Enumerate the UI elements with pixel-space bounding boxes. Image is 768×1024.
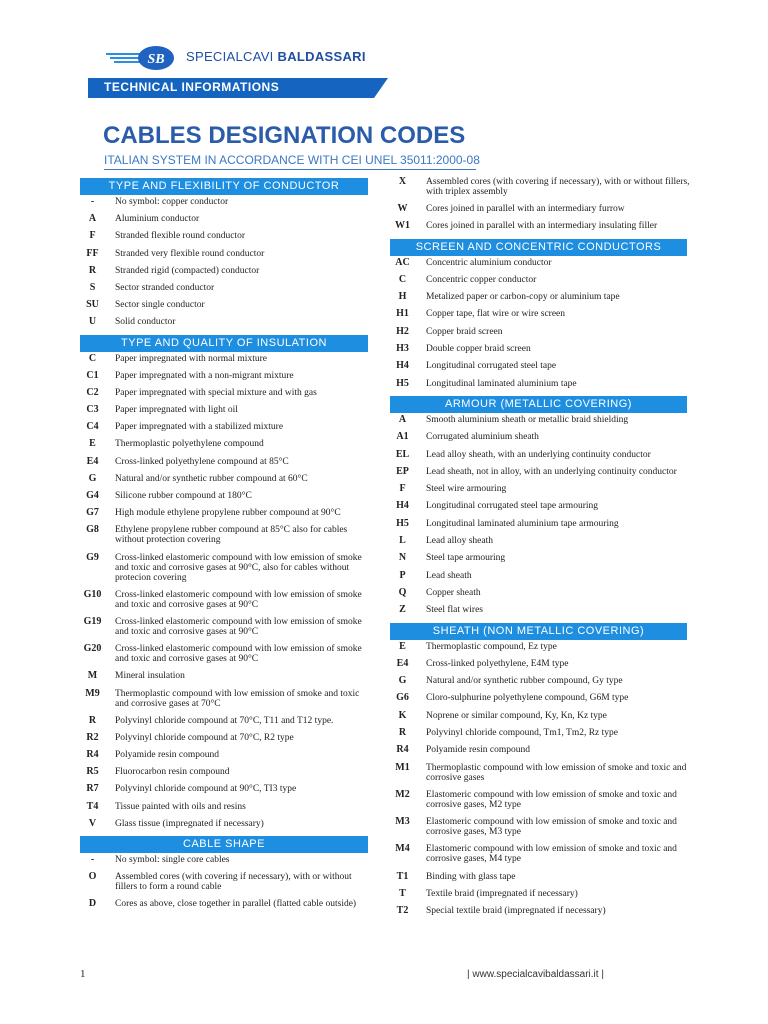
left-column: [80, 178, 368, 917]
code-symbol: M1: [395, 761, 410, 773]
code-description: Cores joined in parallel with an intermediary furrow: [426, 204, 625, 215]
code-description: Silicone rubber compound at 180°C: [115, 491, 252, 501]
code-row: [390, 728, 700, 738]
code-row: [80, 899, 368, 909]
code-row: [390, 571, 700, 581]
code-row: [390, 467, 700, 477]
section-label: TECHNICAL INFORMATIONS: [104, 80, 280, 94]
code-row: [390, 450, 700, 460]
code-description: Lead alloy sheath, with an underlying continuity conductor: [426, 449, 651, 460]
code-row: [390, 432, 700, 442]
code-symbol: X: [398, 176, 407, 187]
code-symbol: L: [399, 535, 406, 547]
section-heading: SCREEN AND CONCENTRIC CONDUCTORS: [390, 239, 687, 256]
code-row: [80, 422, 368, 432]
code-row: [390, 536, 700, 546]
code-row: [390, 872, 700, 882]
code-row: [80, 388, 368, 398]
code-description: Aluminium conductor: [115, 214, 200, 225]
code-description: Textile braid (impregnated if necessary): [426, 889, 578, 900]
code-row: [390, 553, 700, 563]
code-symbol: H3: [396, 343, 409, 355]
code-symbol: G4: [86, 490, 99, 501]
code-symbol: AC: [395, 256, 410, 268]
code-description: Longitudinal laminated aluminium tape: [426, 378, 577, 389]
code-description: Cloro-sulphurine polyethylene compound, G6M type: [426, 693, 629, 704]
code-symbol: G20: [83, 643, 102, 655]
code-row: [390, 519, 700, 529]
code-symbol: G: [88, 472, 97, 484]
page-title: CABLES DESIGNATION CODES: [103, 122, 466, 149]
code-row: [390, 763, 700, 783]
code-description: Metalized paper or carbon-copy or aluminium tape: [426, 292, 620, 303]
code-row: [80, 671, 368, 681]
code-symbol: EP: [396, 465, 409, 477]
code-symbol: W1: [395, 220, 410, 232]
company-logo: [104, 44, 176, 72]
code-description: Double copper braid screen: [426, 344, 531, 355]
code-row: [390, 204, 700, 214]
code-description: Cross-linked polyethylene compound at 85°C: [115, 456, 289, 467]
code-symbol: N: [398, 552, 407, 564]
code-description: Smooth aluminium sheath or metallic braid shielding: [426, 414, 629, 425]
code-description: Natural and/or synthetic rubber compound at 60°C: [115, 473, 308, 484]
code-row: [80, 457, 368, 467]
code-row: [80, 197, 368, 207]
code-symbol: M9: [85, 687, 100, 699]
code-description: Polyvinyl chloride compound at 70°C, T11 and T12 type.: [115, 715, 334, 726]
brand-name: SPECIALCAVI BALDASSARI: [186, 49, 366, 64]
code-symbol: R5: [86, 766, 99, 778]
code-symbol: A1: [396, 431, 409, 443]
code-symbol: R: [398, 726, 407, 738]
code-row: [390, 844, 700, 864]
code-description: Tissue painted with oils and resins: [115, 801, 246, 812]
code-symbol: EL: [395, 448, 410, 460]
code-symbol: H5: [396, 377, 409, 389]
code-symbol: G9: [86, 551, 99, 563]
code-row: [80, 508, 368, 518]
code-description: Thermoplastic polyethylene compound: [115, 439, 264, 450]
code-description: Polyamide resin compound: [115, 750, 219, 761]
code-description: Steel tape armouring: [426, 553, 506, 564]
code-row: [390, 221, 700, 231]
code-row: [80, 405, 368, 415]
code-symbol: E: [399, 640, 406, 652]
code-description: Sector single conductor: [115, 300, 205, 311]
code-description: Concentric aluminium conductor: [426, 257, 552, 268]
section-heading: CABLE SHAPE: [80, 836, 368, 853]
code-row: [80, 872, 368, 892]
code-symbol: V: [88, 817, 97, 829]
code-description: Paper impregnated with light oil: [115, 405, 238, 416]
code-row: [80, 283, 368, 293]
code-symbol: E4: [396, 657, 409, 669]
code-symbol: -: [90, 196, 95, 207]
code-symbol: G6: [396, 692, 409, 704]
code-row: [390, 501, 700, 511]
code-row: [80, 855, 368, 865]
code-symbol: H: [398, 291, 407, 303]
code-description: Polyvinyl chloride compound at 70°C, R2 type: [115, 732, 294, 743]
code-symbol: M: [87, 670, 98, 682]
code-description: Stranded very flexible round conductor: [115, 248, 265, 259]
section-heading: TYPE AND QUALITY OF INSULATION: [80, 335, 368, 352]
code-row: [80, 439, 368, 449]
page-number: 1: [80, 968, 86, 980]
code-symbol: E: [89, 438, 96, 450]
code-row: [80, 371, 368, 381]
code-description: Lead sheath, not in alloy, with an underlying continuity conductor: [426, 466, 677, 477]
code-row: [390, 642, 700, 652]
section-heading: TYPE AND FLEXIBILITY OF CONDUCTOR: [80, 178, 368, 195]
code-description: Steel wire armouring: [426, 484, 507, 495]
code-symbol: SU: [86, 299, 99, 311]
code-symbol: F: [399, 483, 406, 495]
code-row: [390, 711, 700, 721]
code-symbol: T: [399, 888, 406, 900]
code-symbol: H2: [396, 325, 409, 337]
code-symbol: H4: [396, 500, 409, 512]
code-symbol: K: [398, 709, 407, 721]
code-row: [80, 214, 368, 224]
code-row: [390, 659, 700, 669]
code-row: [390, 676, 700, 686]
code-symbol: M2: [395, 788, 410, 800]
code-row: [390, 292, 700, 302]
code-description: Cross-linked elastomeric compound with low emission of smoke and toxic and corrosive gases at 90°C: [115, 644, 362, 665]
code-description: No symbol: copper conductor: [115, 197, 229, 207]
code-symbol: W: [397, 203, 408, 215]
code-row: [80, 819, 368, 829]
code-description: Solid conductor: [115, 317, 176, 328]
code-description: Longitudinal corrugated steel tape armouring: [426, 501, 598, 512]
code-symbol: -: [90, 854, 95, 865]
code-row: [390, 693, 700, 703]
code-description: Fluorocarbon resin compound: [115, 767, 230, 778]
code-symbol: G7: [86, 507, 99, 519]
code-description: Copper braid screen: [426, 326, 503, 337]
code-description: Stranded flexible round conductor: [115, 231, 246, 242]
code-row: [390, 379, 700, 389]
code-symbol: G: [398, 675, 407, 687]
code-row: [80, 317, 368, 327]
code-row: [80, 525, 368, 545]
code-row: [390, 906, 700, 916]
code-row: [390, 889, 700, 899]
code-symbol: F: [89, 230, 96, 242]
code-symbol: M4: [395, 843, 410, 855]
code-symbol: O: [88, 871, 97, 883]
code-row: [80, 300, 368, 310]
code-symbol: E4: [86, 455, 99, 467]
subtitle-underline: [104, 169, 476, 170]
code-description: Assembled cores (with covering if necessary), with or without fillers to form a round cable: [115, 872, 352, 893]
page-subtitle: ITALIAN SYSTEM IN ACCORDANCE WITH CEI UNEL 35011:2000-08: [104, 153, 480, 167]
code-symbol: R: [88, 264, 97, 276]
code-description: Cores joined in parallel with an intermediary insulating filler: [426, 221, 658, 232]
code-row: [390, 605, 700, 615]
code-description: Cross-linked elastomeric compound with low emission of smoke and toxic and corrosive gases at 90°C: [115, 616, 362, 637]
code-description: Cross-linked polyethylene, E4M type: [426, 658, 569, 669]
code-description: Binding with glass tape: [426, 871, 516, 882]
code-description: Longitudinal corrugated steel tape: [426, 361, 557, 372]
code-row: [390, 361, 700, 371]
code-row: [80, 802, 368, 812]
section-heading: ARMOUR (METALLIC COVERING): [390, 396, 687, 413]
code-symbol: A: [88, 213, 97, 225]
code-description: Paper impregnated with a stabilized mixture: [115, 422, 284, 433]
code-description: Paper impregnated with a non-migrant mixture: [115, 370, 294, 381]
code-row: [80, 474, 368, 484]
code-row: [390, 745, 700, 755]
code-row: [80, 716, 368, 726]
code-symbol: G10: [83, 588, 102, 600]
code-row: [390, 327, 700, 337]
code-description: Glass tissue (impregnated if necessary): [115, 818, 264, 829]
code-description: Copper sheath: [426, 587, 481, 598]
code-row: [390, 484, 700, 494]
code-row: [80, 354, 368, 364]
code-row: [80, 767, 368, 777]
code-description: Paper impregnated with normal mixture: [115, 353, 267, 364]
code-row: [390, 344, 700, 354]
code-description: Polyvinyl chloride compound, Tm1, Tm2, Rz type: [426, 727, 619, 738]
right-column: [390, 177, 700, 924]
code-row: [80, 750, 368, 760]
code-row: [80, 553, 368, 583]
code-description: No symbol: single core cables: [115, 855, 230, 865]
code-symbol: C4: [86, 421, 99, 433]
code-description: Ethylene propylene rubber compound at 85°C also for cables without protection covering: [115, 525, 348, 546]
code-symbol: G19: [83, 615, 102, 627]
code-description: Sector stranded conductor: [115, 282, 215, 293]
code-description: Special textile braid (impregnated if necessary): [426, 906, 606, 917]
code-row: [80, 689, 368, 709]
code-row: [390, 415, 700, 425]
code-row: [390, 790, 700, 810]
code-symbol: G8: [86, 524, 99, 536]
code-symbol: P: [399, 569, 406, 581]
code-description: Mineral insulation: [115, 671, 185, 682]
code-description: Polyamide resin compound: [426, 745, 530, 756]
code-description: Paper impregnated with special mixture and with gas: [115, 387, 317, 398]
code-symbol: H5: [396, 517, 409, 529]
code-description: Longitudinal laminated aluminium tape armouring: [426, 518, 619, 529]
code-description: Thermoplastic compound with low emission of smoke and toxic and corrosive gases at 70°C: [115, 688, 360, 709]
code-row: [80, 491, 368, 501]
code-row: [390, 588, 700, 598]
code-description: Lead sheath: [426, 570, 472, 581]
code-description: Cross-linked elastomeric compound with low emission of smoke and toxic and corrosive gases at 90°C, also for cables without protecion covering: [115, 552, 362, 583]
svg-text:SB: SB: [147, 52, 165, 67]
code-description: Elastomeric compound with low emission of smoke and toxic and corrosive gases, M4 type: [426, 844, 677, 865]
code-symbol: H1: [396, 308, 409, 320]
code-symbol: D: [88, 898, 97, 910]
code-description: Thermoplastic compound, Ez type: [426, 641, 557, 652]
code-row: [80, 644, 368, 664]
code-description: Elastomeric compound with low emission of smoke and toxic and corrosive gases, M2 type: [426, 789, 677, 810]
code-description: Polyvinyl chloride compound at 90°C, TI3 type: [115, 784, 297, 795]
code-row: [80, 231, 368, 241]
code-description: Assembled cores (with covering if necessary), with or without fillers, with triplex assembly: [426, 177, 690, 197]
code-symbol: FF: [86, 247, 99, 259]
code-row: [80, 249, 368, 259]
code-symbol: T1: [396, 870, 409, 882]
code-symbol: H4: [396, 360, 409, 372]
code-symbol: C: [398, 273, 407, 285]
code-description: Copper tape, flat wire or wire screen: [426, 309, 566, 320]
code-symbol: R2: [86, 731, 99, 743]
code-symbol: R: [88, 714, 97, 726]
code-symbol: C: [88, 352, 97, 364]
code-symbol: A: [398, 413, 407, 425]
code-row: [390, 177, 700, 197]
code-description: Steel flat wires: [426, 605, 483, 616]
code-symbol: T2: [396, 905, 409, 917]
code-description: Stranded rigid (compacted) conductor: [115, 265, 260, 276]
code-symbol: U: [88, 316, 97, 328]
code-symbol: R4: [396, 744, 409, 756]
code-row: [390, 817, 700, 837]
code-symbol: R7: [86, 783, 99, 795]
code-description: Concentric copper conductor: [426, 274, 537, 285]
code-description: Natural and/or synthetic rubber compound, Gy type: [426, 676, 623, 687]
code-symbol: C1: [86, 369, 99, 381]
code-row: [390, 275, 700, 285]
code-symbol: C3: [86, 404, 99, 416]
code-symbol: T4: [86, 800, 99, 812]
code-row: [80, 733, 368, 743]
code-symbol: S: [89, 281, 96, 293]
code-description: Noprene or similar compound, Ky, Kn, Kz type: [426, 710, 607, 721]
code-row: [80, 617, 368, 637]
code-description: Corrugated aluminium sheath: [426, 432, 539, 443]
code-row: [80, 266, 368, 276]
code-symbol: R4: [86, 749, 99, 761]
code-description: Lead alloy sheath: [426, 536, 494, 547]
code-description: High module ethylene propylene rubber compound at 90°C: [115, 508, 341, 519]
code-description: Elastomeric compound with low emission of smoke and toxic and corrosive gases, M3 type: [426, 817, 677, 838]
code-row: [80, 590, 368, 610]
code-symbol: M3: [395, 816, 410, 828]
code-description: Thermoplastic compound with low emission of smoke and toxic and corrosive gases: [426, 762, 687, 783]
code-description: Cross-linked elastomeric compound with low emission of smoke and toxic and corrosive gases at 90°C: [115, 589, 362, 610]
code-row: [390, 258, 700, 268]
code-symbol: Q: [398, 586, 407, 598]
website-link[interactable]: | www.specialcavibaldassari.it |: [467, 969, 604, 980]
code-row: [80, 784, 368, 794]
code-symbol: C2: [86, 386, 99, 398]
section-heading: SHEATH (NON METALLIC COVERING): [390, 623, 687, 640]
code-row: [390, 309, 700, 319]
code-description: Cores as above, close together in parallel (flatted cable outside): [115, 899, 357, 910]
code-symbol: Z: [399, 604, 406, 616]
